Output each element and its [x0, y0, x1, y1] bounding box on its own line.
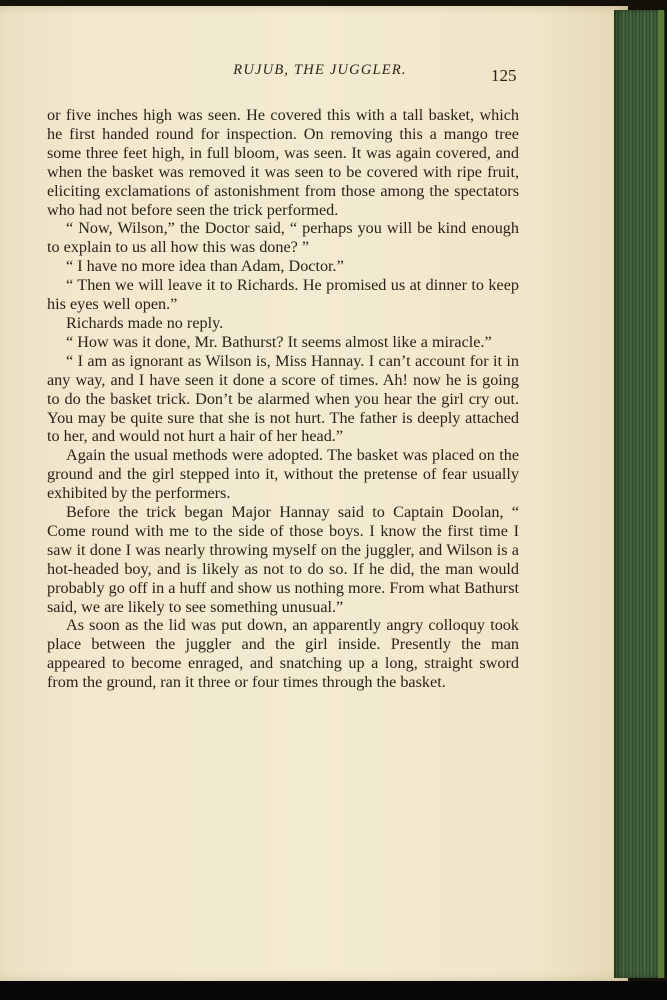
paragraph: “ Now, Wilson,” the Doctor said, “ perhaps you will be kind enough to explain to us all how this was done? ”	[47, 219, 519, 257]
paragraph: Before the trick began Major Hannay said to Captain Doolan, “ Come round with me to the side of those boys. I know the first time I saw it done I was nearly throwing myself on the juggler, and Wilson is a hot-headed boy, and is likely as not to do so. If he did, the man would probably go off in a huff and show us nothing more. From what Bathurst said, we are likely to see something unusual.”	[47, 503, 519, 616]
body-text	[47, 106, 519, 692]
scan-border	[0, 981, 667, 1000]
paragraph: Richards made no reply.	[66, 313, 224, 332]
book-fore-edge	[614, 10, 665, 978]
running-head: RUJUB, THE JUGGLER.	[233, 62, 407, 78]
paragraph: or five inches high was seen. He covered this with a tall basket, which he first handed round for inspection. On removing this a mango tree some three feet high, in full bloom, was seen. It was again covered, and when the basket was removed it was seen to be covered with ripe fruit, eliciting exclamations of astonishment from those among the spectators who had not before seen the trick performed.	[47, 106, 519, 219]
paragraph: Again the usual methods were adopted. The basket was placed on the ground and the girl stepped into it, without the pretense of fear usually exhibited by the performers.	[47, 446, 519, 503]
page-number: 125	[491, 66, 517, 85]
paragraph: “ I have no more idea than Adam, Doctor.”	[66, 257, 344, 276]
paragraph: “ I am as ignorant as Wilson is, Miss Hannay. I can’t account for it in any way, and I have seen it done a score of times. Ah! now he is going to do the basket trick. Don’t be alarmed when you hear the girl cry out. You may be quite sure that she is not hurt. The father is deeply attached to her, and would not hurt a hair of her head.”	[47, 351, 519, 446]
paragraph: “ Then we will leave it to Richards. He promised us at dinner to keep his eyes well open.”	[47, 276, 519, 314]
paragraph: “ How was it done, Mr. Bathurst? It seems almost like a miracle.”	[66, 332, 492, 351]
paragraph: As soon as the lid was put down, an apparently angry colloquy took place between the juggler and the girl inside. Presently the man appeared to become enraged, and snatching up a long, straight sword from the ground, ran it three or four times through the basket.	[47, 616, 519, 692]
